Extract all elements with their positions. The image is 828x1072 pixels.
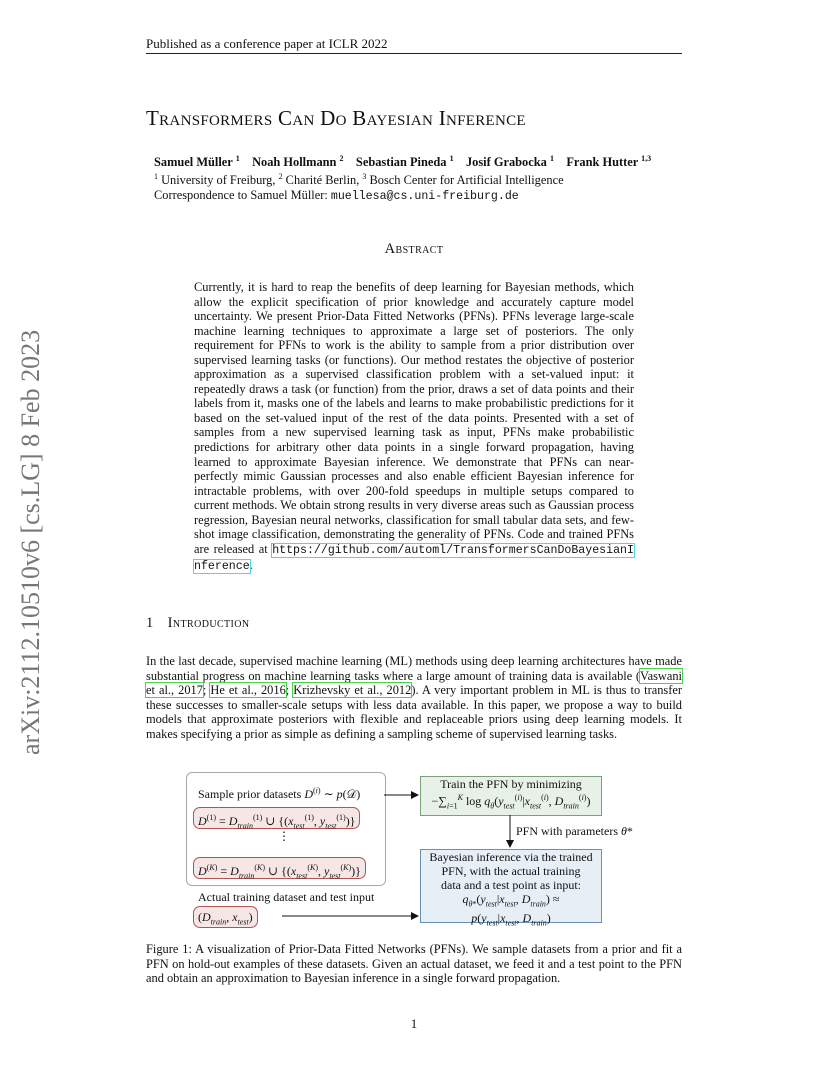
actual-label: Actual training dataset and test input [198, 890, 375, 904]
author-list [154, 154, 651, 170]
paper-title: Transformers Can Do Bayesian Inference [146, 106, 526, 130]
page-number: 1 [410, 1016, 418, 1031]
inference-text: PFN, with the actual training [441, 864, 581, 878]
correspondence-email[interactable]: muellesa@cs.uni-freiburg.de [330, 190, 519, 203]
inference-formula: $p(y_{test}|x_{test}$, $D_{train}$) [471, 911, 551, 928]
intro-text: In the last decade, supervised machine learning (ML) methods using deep learning architectures have made substantial progress on machine learning tasks where a large amount of training data is available ( [146, 654, 682, 683]
running-header: Published as a conference paper at ICLR 2022 [146, 36, 388, 51]
abstract-heading: Abstract [384, 241, 444, 257]
author-name: Sebastian Pineda $^1$ [355, 154, 454, 170]
correspondence [154, 188, 519, 203]
actual-dataset: ($D_{train}$, $x_{test}$) [193, 906, 258, 928]
section-heading [146, 615, 250, 632]
inference-text: Bayesian inference via the trained [429, 850, 593, 864]
citation-link[interactable]: Vaswani et al., 2017 [146, 668, 682, 698]
author-name: Josif Grabocka $^1$ [465, 154, 554, 170]
train-objective: $-\sum_{i=1}^K$ $\log q_\theta(y_{test}^{(i)}|x_{test}^{(i)}$, $D_{train}^{(i)}$) [431, 793, 591, 811]
citation-link[interactable]: Krizhevsky et al., 2012 [293, 683, 412, 698]
author-name: Noah Hollmann $^2$ [252, 154, 344, 170]
section-number: 1 [146, 615, 154, 631]
prior-dataset-1: $D^{(1)} = D_{train}^{(1)}$ ∪ {($x_{test}^{(1)}$, $y_{test}^{(1)}$)} [193, 807, 360, 829]
intro-text: ). A very important problem in ML is thus to transfer these successes to smaller-scale setups with less data available. In this paper, we propose a way to build models that approximate posteriors with flexible and replaceable priors using deep learning models. It makes specifying a prior as simple as defining a sampling scheme of supervised learning tasks. [146, 683, 682, 741]
affiliations: $^1$ University of Freiburg, $^2$ Charité Berlin, $^3$ Bosch Center for Artificial Intelligence [154, 172, 564, 188]
figure-caption: Figure 1: A visualization of Prior-Data Fitted Networks (PFNs). We sample datasets from a prior and fit a PFN on hold-out examples of these datasets. Given an actual dataset, we feed it and a test point to the PFN and obtain an approximation to Bayesian inference in a single forward propagation. [146, 942, 682, 986]
params-label: PFN with parameters θ* [516, 824, 633, 838]
abstract-body: Currently, it is hard to reap the benefits of deep learning for Bayesian methods, which allow the explicit specification of prior knowledge and accurately capture model uncertainty. We present Prior-Data Fitted Networks (PFNs). PFNs leverage large-scale machine learning techniques to approximate a large set of posteriors. The only requirement for PFNs to work is the ability to sample from a prior distribution over supervised learning tasks (or functions). Our method restates the objective of posterior approximation as a supervised classification problem with a set-valued input: it repeatedly draws a task (or function) from the prior, draws a set of data points and their labels from it, masks one of the labels and learns to make probabilistic predictions for it based on the set-valued input of the rest of the data points. Presented with a set of samples from a new supervised learning task as input, PFNs make probabilistic predictions for arbitrary other data points in a single forward propagation, having learned to approximate Bayesian inference. We demonstrate that PFNs can near-perfectly mimic Gaussian processes and also enable efficient Bayesian inference for intractable problems, with over 200-fold speedups in multiple setups compared to current methods. We obtain strong results in very diverse areas such as Gaussian process regression, Bayesian neural networks, classification for small tabular data sets, and few-shot image classification, demonstrating the generality of PFNs. Code and trained PFNs are released at https://github.com/automl/TransformersCanDoBayesianInference. [194, 280, 634, 574]
author-name: Frank Hutter $^{1,3}$ [566, 154, 652, 170]
inference-formula: $q_{\theta*}(y_{test}|x_{test}$, $D_{train}$) ≈ [462, 892, 560, 909]
code-link[interactable]: https://github.com/automl/TransformersCanDoBayesianInference [194, 543, 634, 574]
figure-arrows [186, 772, 606, 928]
train-text: Train the PFN by minimizing [440, 777, 582, 791]
intro-paragraph: In the last decade, supervised machine learning (ML) methods using deep learning architectures have made substantial progress on machine learning tasks where a large amount of training data is available (Vaswani et al., 2017; He et al., 2016; Krizhevsky et al., 2012). A very important problem in ML is thus to transfer these successes to smaller-scale setups with less data available. In this paper, we propose a way to build models that approximate posteriors with flexible and replaceable priors using deep learning models. It makes specifying a prior as simple as defining a sampling scheme of supervised learning tasks. [146, 654, 682, 741]
citation-link[interactable]: He et al., 2016 [210, 683, 286, 698]
abstract-text: Currently, it is hard to reap the benefits of deep learning for Bayesian methods, which allow the explicit specification of prior knowledge and accurately capture model uncertainty. We present Prior-Data Fitted Networks (PFNs). PFNs leverage large-scale machine learning techniques to approximate a large set of posteriors. The only requirement for PFNs to work is the ability to sample from a prior distribution over supervised learning tasks (or functions). Our method restates the objective of posterior approximation as a supervised classification problem with a set-valued input: it repeatedly draws a task (or function) from the prior, draws a set of data points and their labels from it, masks one of the labels and learns to make probabilistic predictions for it based on the set-valued input of the rest of the data points. Presented with a set of samples from a new supervised learning task as input, PFNs make probabilistic predictions for arbitrary other data points in a single forward propagation, having learned to approximate Bayesian inference. We demonstrate that PFNs can near-perfectly mimic Gaussian processes and also enable efficient Bayesian inference for intractable problems, with over 200-fold speedups in multiple setups compared to current methods. We obtain strong results in very diverse areas such as Gaussian process regression, Bayesian neural networks, classification for small tabular data sets, and few-shot image classification, demonstrating the generality of PFNs. Code and trained PFNs are released at [194, 280, 634, 556]
correspondence-label: Correspondence to Samuel Müller: [154, 188, 328, 202]
section-title: Introduction [167, 615, 250, 631]
prior-dataset-k: $D^{(K)} = D_{train}^{(K)}$ ∪ {($x_{test}^{(K)}$, $y_{test}^{(K)}$)} [193, 857, 366, 879]
header-rule [146, 53, 682, 54]
author-name: Samuel Müller $^1$ [154, 154, 240, 170]
arxiv-stamp: arXiv:2112.10510v6 [cs.LG] 8 Feb 2023 [16, 329, 45, 755]
ellipsis: ⋮ [278, 829, 290, 843]
inference-text: data and a test point as input: [441, 878, 581, 892]
sample-label: Sample prior datasets $D^{(i)}$ ∼ p(𝒟) [198, 786, 361, 801]
